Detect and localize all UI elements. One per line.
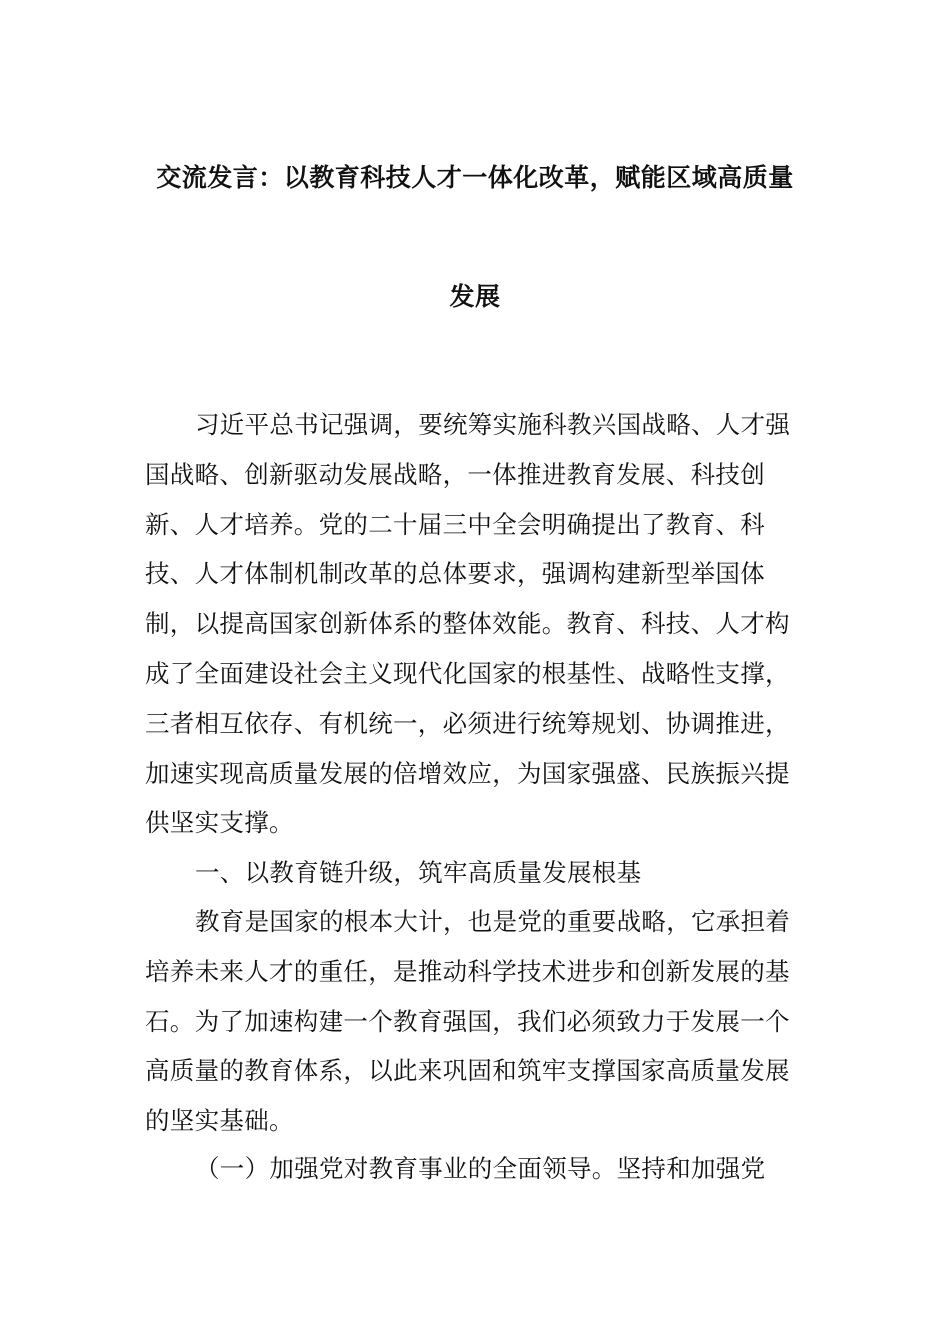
document-title-line-2: 发展: [449, 282, 501, 311]
subsection-heading-1: （一）加强党对教育事业的全面领导。坚持和加强党: [195, 1154, 766, 1183]
body-paragraph-intro: 习近平总书记强调，要统筹实施科教兴国战略、人才强国战略、创新驱动发展战略，一体推进教育发展、科技创新、人才培养。党的二十届三中全会明确提出了教育、科技、人才体制机制改革的总体要求，强调构建新型举国体制，以提高国家创新体系的整体效能。教育、科技、人才构成了全面建设社会主义现代化国家的根基性、战略性支撑，三者相互依存、有机统一，必须进行统筹规划、协调推进，加速实现高质量发展的倍增效应，为国家强盛、民族振兴提供坚实支撑。: [145, 410, 791, 838]
document-title-line-1: 交流发言：以教育科技人才一体化改革，赋能区域高质量: [156, 163, 794, 192]
section-heading-1: 一、以教育链升级，筑牢高质量发展根基: [195, 858, 642, 887]
body-paragraph-education: 教育是国家的根本大计，也是党的重要战略，它承担着培养未来人才的重任，是推动科学技术进步和创新发展的基石。为了加速构建一个教育强国，我们必须致力于发展一个高质量的教育体系，以此来巩固和筑牢支撑国家高质量发展的坚实基础。: [145, 907, 791, 1136]
